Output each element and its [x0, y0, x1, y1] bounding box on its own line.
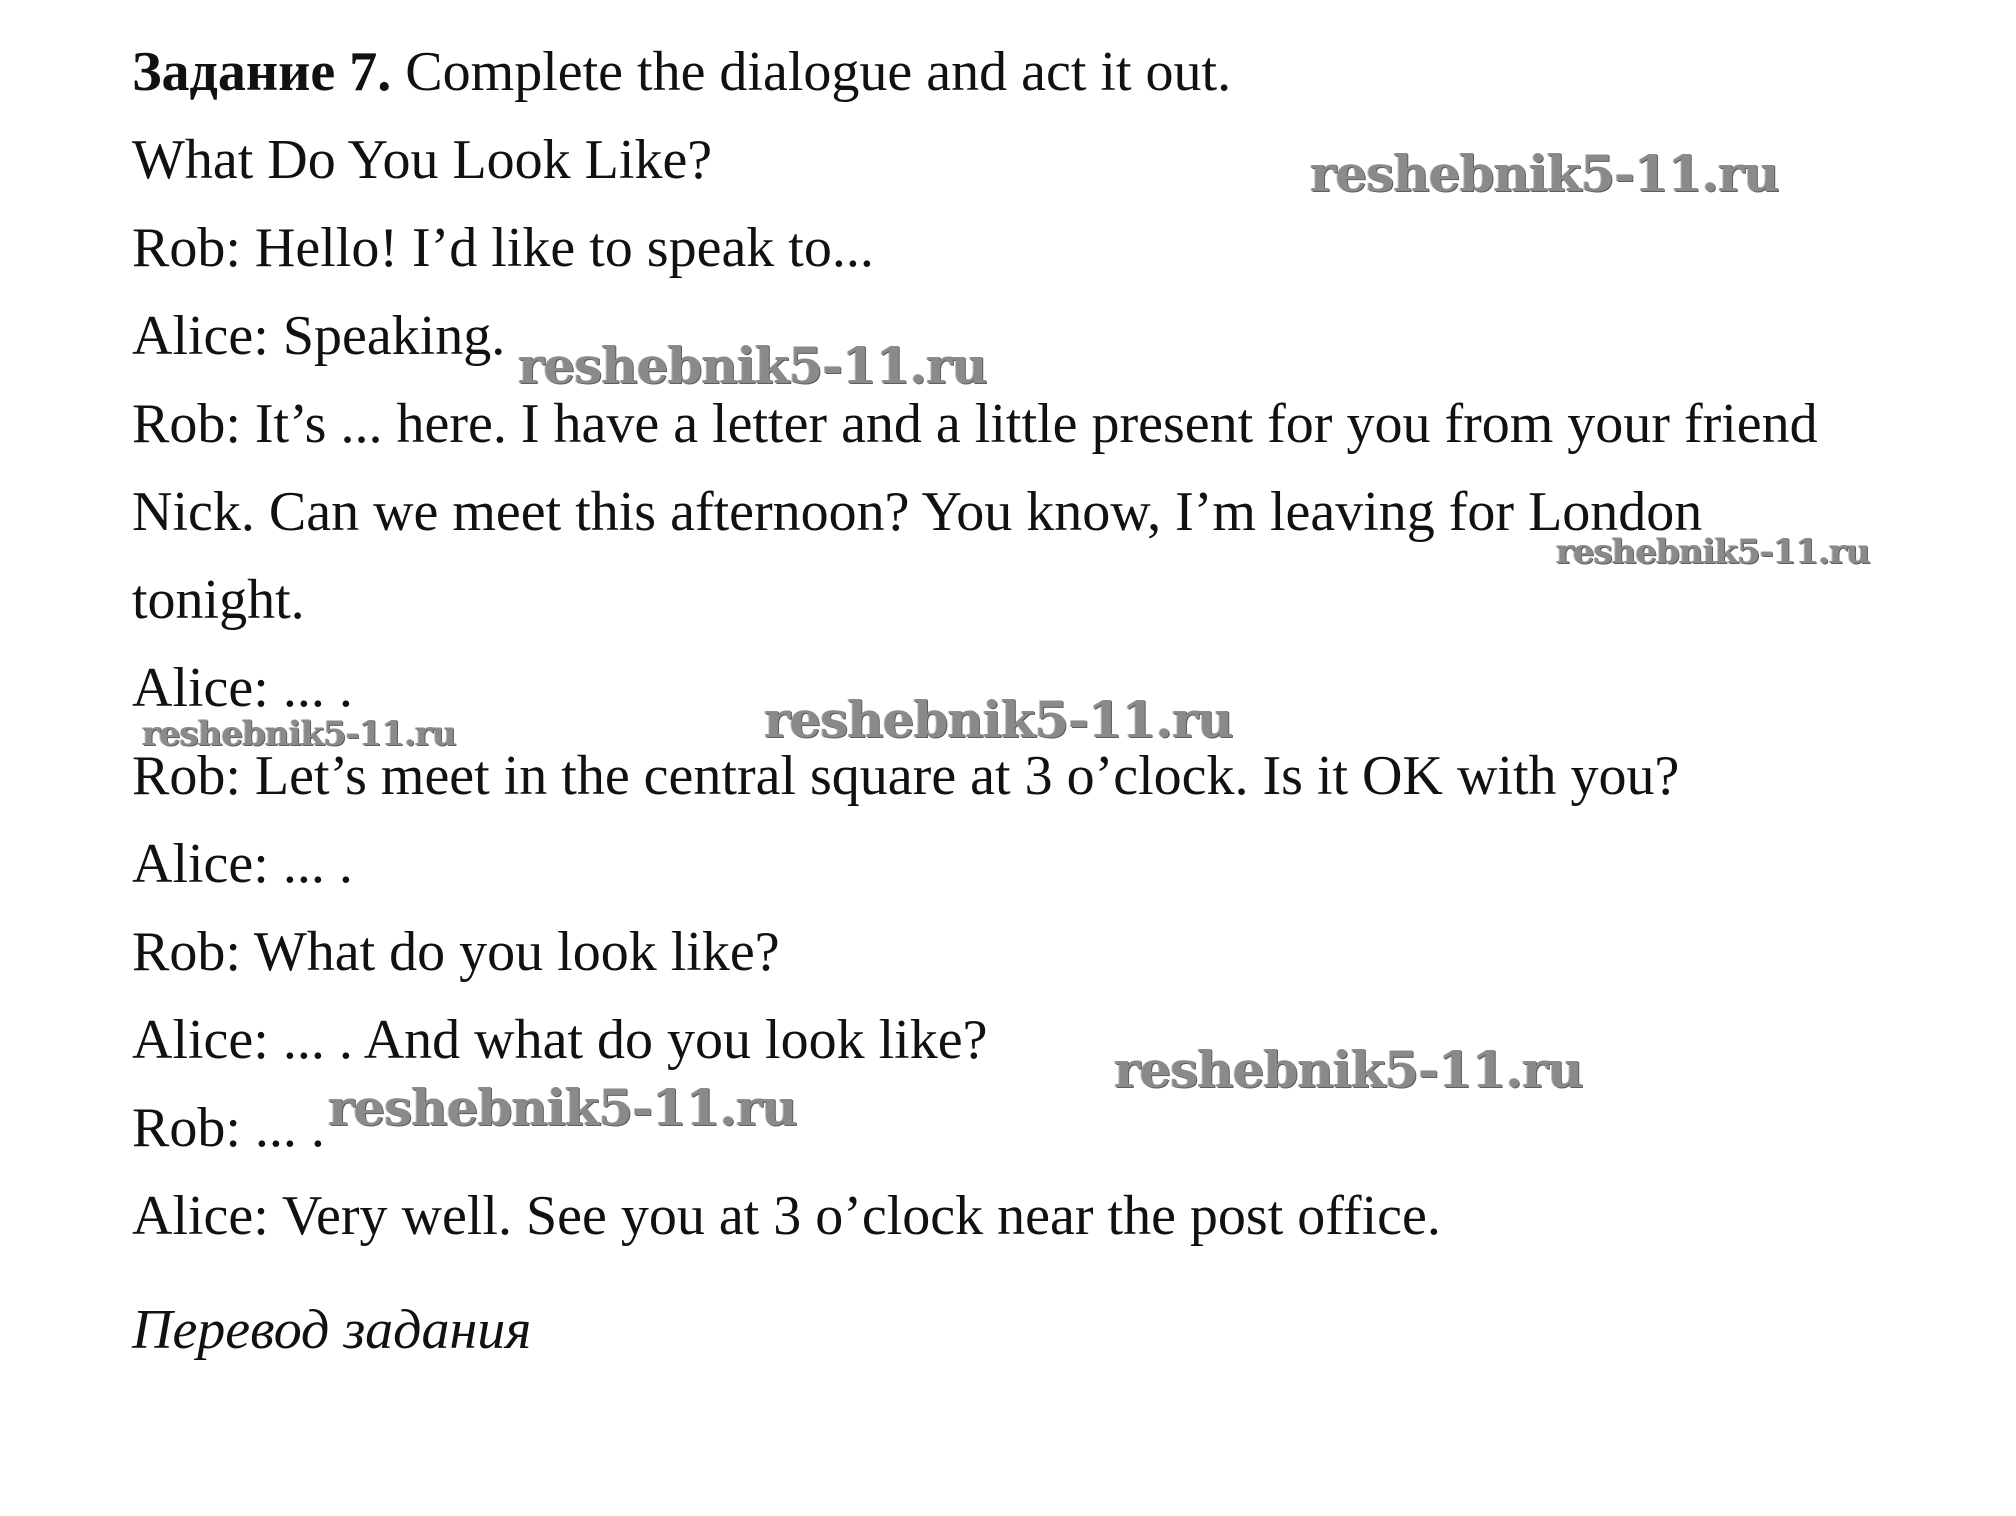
task-instruction: Complete the dialogue and act it out. — [391, 41, 1232, 103]
translation-link[interactable]: Перевод задания — [132, 1299, 532, 1361]
dialogue-line: Alice: ... . And what do you look like? — [132, 1009, 988, 1071]
dialogue-line: Nick. Can we meet this afternoon? You know, I’m leaving for London — [132, 481, 1703, 543]
task-label: Задание 7. — [132, 41, 392, 103]
dialogue-line: Alice: ... . — [132, 657, 353, 719]
dialogue-line: Alice: Very well. See you at 3 o’clock near the post office. — [132, 1185, 1441, 1247]
dialogue-line: Rob: Hello! I’d like to speak to... — [132, 217, 874, 279]
dialogue-line: Alice: Speaking. — [132, 305, 506, 367]
dialogue-line: Rob: ... . — [132, 1097, 325, 1159]
watermark: reshebnik5-11.ru — [328, 1078, 797, 1137]
watermark: reshebnik5-11.ru — [518, 336, 987, 395]
watermark: reshebnik5-11.ru — [1114, 1040, 1583, 1099]
watermark: reshebnik5-11.ru — [1556, 532, 1870, 572]
dialogue-line: Rob: It’s ... here. I have a letter and a little present for you from your friend — [132, 393, 1818, 455]
dialogue-line: tonight. — [132, 569, 305, 631]
task-heading — [132, 40, 1231, 104]
dialogue-line: Alice: ... . — [132, 833, 353, 895]
dialogue-title: What Do You Look Like? — [132, 129, 713, 191]
watermark: reshebnik5-11.ru — [142, 714, 456, 754]
dialogue-line: Rob: Let’s meet in the central square at 3 o’clock. Is it OK with you? — [132, 745, 1680, 807]
watermark: reshebnik5-11.ru — [764, 690, 1233, 749]
watermark: reshebnik5-11.ru — [1310, 144, 1779, 203]
dialogue-line: Rob: What do you look like? — [132, 921, 780, 983]
